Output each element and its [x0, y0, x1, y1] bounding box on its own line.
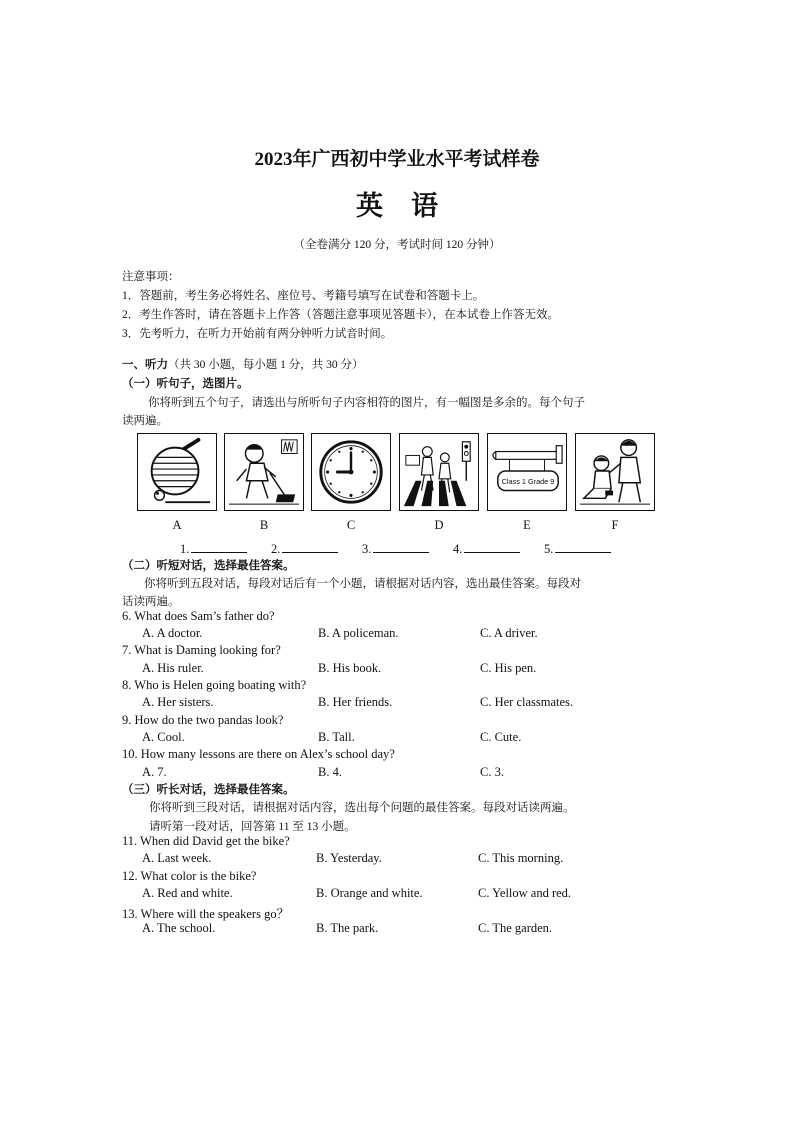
- notice-item-3: 3．先考听力，在听力开始前有两分钟听力试音时间。: [122, 328, 393, 340]
- answer-blank-3[interactable]: 3.: [362, 540, 429, 557]
- picture-letter-c: C: [346, 518, 356, 532]
- answer-blank-4[interactable]: 4.: [453, 540, 520, 557]
- part1-instruction-line1: 你将听到五个句子，请选出与所听句子内容相符的图片，有一幅图是多余的。每个句子: [148, 397, 585, 409]
- part2-instruction-line1: 你将听到五段对话，每段对话后有一个小题，请根据对话内容，选出最佳答案。每段对: [144, 578, 581, 590]
- notice-heading: 注意事项：: [122, 271, 180, 283]
- question-11: 11. When did David get the bike?: [122, 834, 290, 848]
- question-6-option-c[interactable]: C. A driver.: [480, 626, 538, 640]
- score-info: （全卷满分 120 分，考试时间 120 分钟）: [293, 239, 501, 251]
- section-heading: [122, 356, 364, 372]
- picture-b: [224, 433, 304, 511]
- part1-instruction-line2: 读两遍。: [122, 415, 168, 427]
- picture-d: [399, 433, 479, 511]
- question-11-option-b[interactable]: B. Yesterday.: [316, 851, 382, 865]
- question-9-option-c[interactable]: C. Cute.: [480, 730, 522, 744]
- notice-item-2: 2．考生作答时，请在答题卡上作答（答题注意事项见答题卡），在本试卷上作答无效。: [122, 309, 559, 321]
- question-7: 7. What is Daming looking for?: [122, 643, 281, 657]
- part2-instruction-line2: 话读两遍。: [122, 596, 180, 608]
- question-13-option-a[interactable]: A. The school.: [142, 921, 216, 935]
- picture-f: [575, 433, 655, 511]
- part1-heading: （一）听句子，选图片。: [122, 378, 249, 390]
- question-8: 8. Who is Helen going boating with?: [122, 678, 307, 692]
- picture-c: [311, 433, 391, 511]
- clock-icon: [312, 434, 390, 510]
- part3-heading: （三）听长对话，选择最佳答案。: [122, 784, 295, 796]
- question-12-option-b[interactable]: B. Orange and white.: [316, 886, 423, 900]
- question-12: 12. What color is the bike?: [122, 869, 257, 883]
- section-heading-rest: （共 30 小题，每小题 1 分，共 30 分）: [168, 359, 364, 371]
- question-7-option-a[interactable]: A. His ruler.: [142, 661, 204, 675]
- picture-e: [487, 433, 567, 511]
- class-sign-text: Class 1 Grade 9: [501, 477, 555, 487]
- question-6-option-a[interactable]: A. A doctor.: [142, 626, 203, 640]
- picture-a: [137, 433, 217, 511]
- part3-instruction-line1: 你将听到三段对话，请根据对话内容，选出每个问题的最佳答案。每段对话读两遍。: [149, 802, 575, 814]
- question-12-option-c[interactable]: C. Yellow and red.: [478, 886, 572, 900]
- answer-blank-5[interactable]: 5.: [544, 540, 611, 557]
- question-10-option-c[interactable]: C. 3.: [480, 765, 504, 779]
- question-10-option-a[interactable]: A. 7.: [142, 765, 167, 779]
- picture-letter-a: A: [172, 518, 182, 532]
- boy-cleaning-icon: [225, 434, 303, 510]
- question-8-option-c[interactable]: C. Her classmates.: [480, 695, 574, 709]
- question-10: 10. How many lessons are there on Alex’s school day?: [122, 747, 395, 761]
- answer-blank-2[interactable]: 2.: [271, 540, 338, 557]
- picture-letter-b: B: [259, 518, 269, 532]
- question-6: 6. What does Sam’s father do?: [122, 609, 275, 623]
- question-9: 9. How do the two pandas look?: [122, 713, 284, 727]
- question-7-option-b[interactable]: B. His book.: [318, 661, 382, 675]
- subject-title: 英语: [356, 191, 466, 221]
- answer-blank-1[interactable]: 1.: [180, 540, 247, 557]
- question-10-option-b[interactable]: B. 4.: [318, 765, 342, 779]
- section-heading-bold: 一、听力: [122, 359, 168, 371]
- part3-instruction-line2: 请听第一段对话，回答第 11 至 13 小题。: [149, 821, 356, 833]
- crosswalk-icon: [400, 434, 478, 510]
- part2-heading: （二）听短对话，选择最佳答案。: [122, 560, 295, 572]
- picture-letter-e: E: [523, 518, 531, 532]
- question-13-option-b[interactable]: B. The park.: [316, 921, 379, 935]
- question-8-option-b[interactable]: B. Her friends.: [318, 695, 393, 709]
- question-9-option-a[interactable]: A. Cool.: [142, 730, 185, 744]
- helping-hurt-boy-icon: [576, 434, 654, 510]
- question-9-option-b[interactable]: B. Tall.: [318, 730, 355, 744]
- question-11-option-a[interactable]: A. Last week.: [142, 851, 212, 865]
- question-6-option-b[interactable]: B. A policeman.: [318, 626, 399, 640]
- notice-item-1: 1．答题前，考生务必将姓名、座位号、考籍号填写在试卷和答题卡上。: [122, 290, 485, 302]
- ping-pong-icon: [138, 434, 216, 510]
- question-8-option-a[interactable]: A. Her sisters.: [142, 695, 214, 709]
- exam-title: 2023年广西初中学业水平考试样卷: [254, 149, 540, 170]
- question-13: 13. Where will the speakers go？: [122, 907, 290, 921]
- question-13-option-c[interactable]: C. The garden.: [478, 921, 553, 935]
- picture-letter-d: D: [434, 518, 444, 532]
- class-sign-icon: [488, 434, 566, 510]
- question-11-option-c[interactable]: C. This morning.: [478, 851, 564, 865]
- picture-letter-f: F: [611, 518, 619, 532]
- question-7-option-c[interactable]: C. His pen.: [480, 661, 537, 675]
- question-12-option-a[interactable]: A. Red and white.: [142, 886, 233, 900]
